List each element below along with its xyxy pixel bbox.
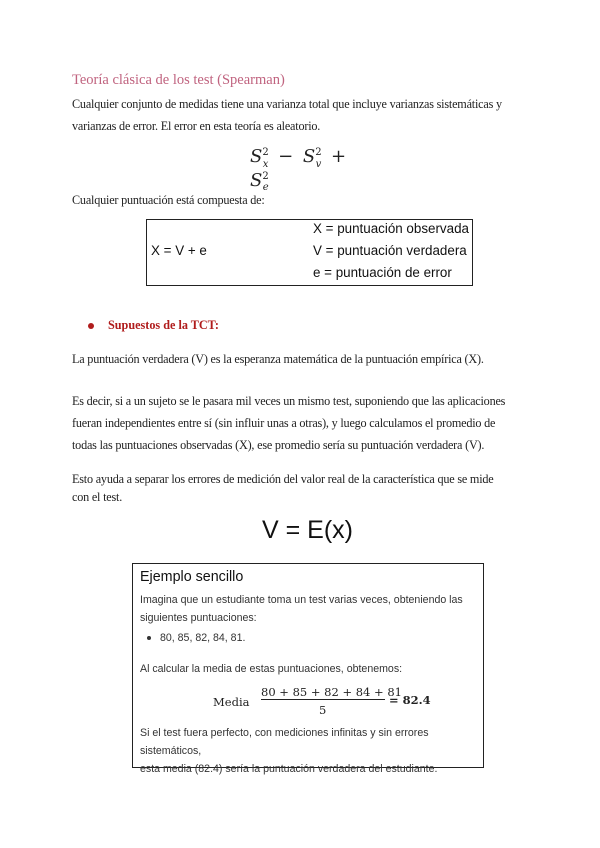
section-heading: Teoría clásica de los test (Spearman) bbox=[72, 72, 285, 88]
scores-list-item: 80, 85, 82, 84, 81. bbox=[147, 632, 245, 644]
bullet-heading: Supuestos de la TCT: bbox=[88, 318, 219, 333]
composition-table bbox=[146, 219, 473, 286]
example-paragraph: Es decir, si a un sujeto se le pasara mil veces un mismo test, suponiendo que las aplicaciones fueran independientes entre sí (sin influir unas a otras), y luego calculamos el promedio de todas las puntuaciones observadas (X), ese promedio sería su puntuación verdadera (V). bbox=[72, 394, 506, 452]
mean-numerator: 80 + 85 + 82 + 84 + 81 bbox=[261, 685, 402, 699]
list-bullet-icon bbox=[147, 636, 151, 640]
intro-line-2: varianzas de error. El error en esta teoría es aleatorio. bbox=[72, 119, 321, 133]
composition-line: Cualquier puntuación está compuesta de: bbox=[72, 193, 265, 207]
example-conclusion: Si el test fuera perfecto, con mediciones infinitas y sin errores sistemáticos, esta media (82.4) sería la puntuación verdadera del estudiante. bbox=[140, 727, 438, 775]
variance-equation: $S^2_x - S^2_v + S^2_e$ bbox=[250, 146, 347, 194]
example-intro: Imagina que un estudiante toma un test varias veces, obteniendo las siguientes puntuaciones: bbox=[140, 594, 463, 624]
mean-intro: Al calcular la media de estas puntuaciones, obtenemos: bbox=[140, 663, 403, 675]
bullet-dot-icon bbox=[88, 323, 94, 329]
separate-errors-paragraph: Esto ayuda a separar los errores de medición del valor real de la característica que se mide con el test. bbox=[72, 472, 494, 504]
def-observed: X = puntuación observada bbox=[313, 221, 469, 236]
fraction-bar bbox=[261, 699, 385, 700]
mean-denominator: 5 bbox=[319, 703, 327, 717]
def-true: V = puntuación verdadera bbox=[313, 243, 467, 258]
def-error: e = puntuación de error bbox=[313, 265, 452, 280]
expectation-equation: V = E(x) bbox=[262, 516, 353, 544]
intro-line-1: Cualquier conjunto de medidas tiene una varianza total que incluye varianzas sistemáticas y bbox=[72, 97, 502, 111]
example-title: Ejemplo sencillo bbox=[140, 569, 244, 585]
true-score-paragraph: La puntuación verdadera (V) es la esperanza matemática de la puntuación empírica (X). bbox=[72, 352, 484, 366]
mean-label: Media bbox=[213, 695, 250, 709]
intro-paragraph bbox=[72, 93, 532, 137]
example-box bbox=[132, 563, 484, 775]
composition-formula: X = V + e bbox=[151, 243, 207, 258]
mean-result: = 82.4 bbox=[389, 693, 431, 707]
